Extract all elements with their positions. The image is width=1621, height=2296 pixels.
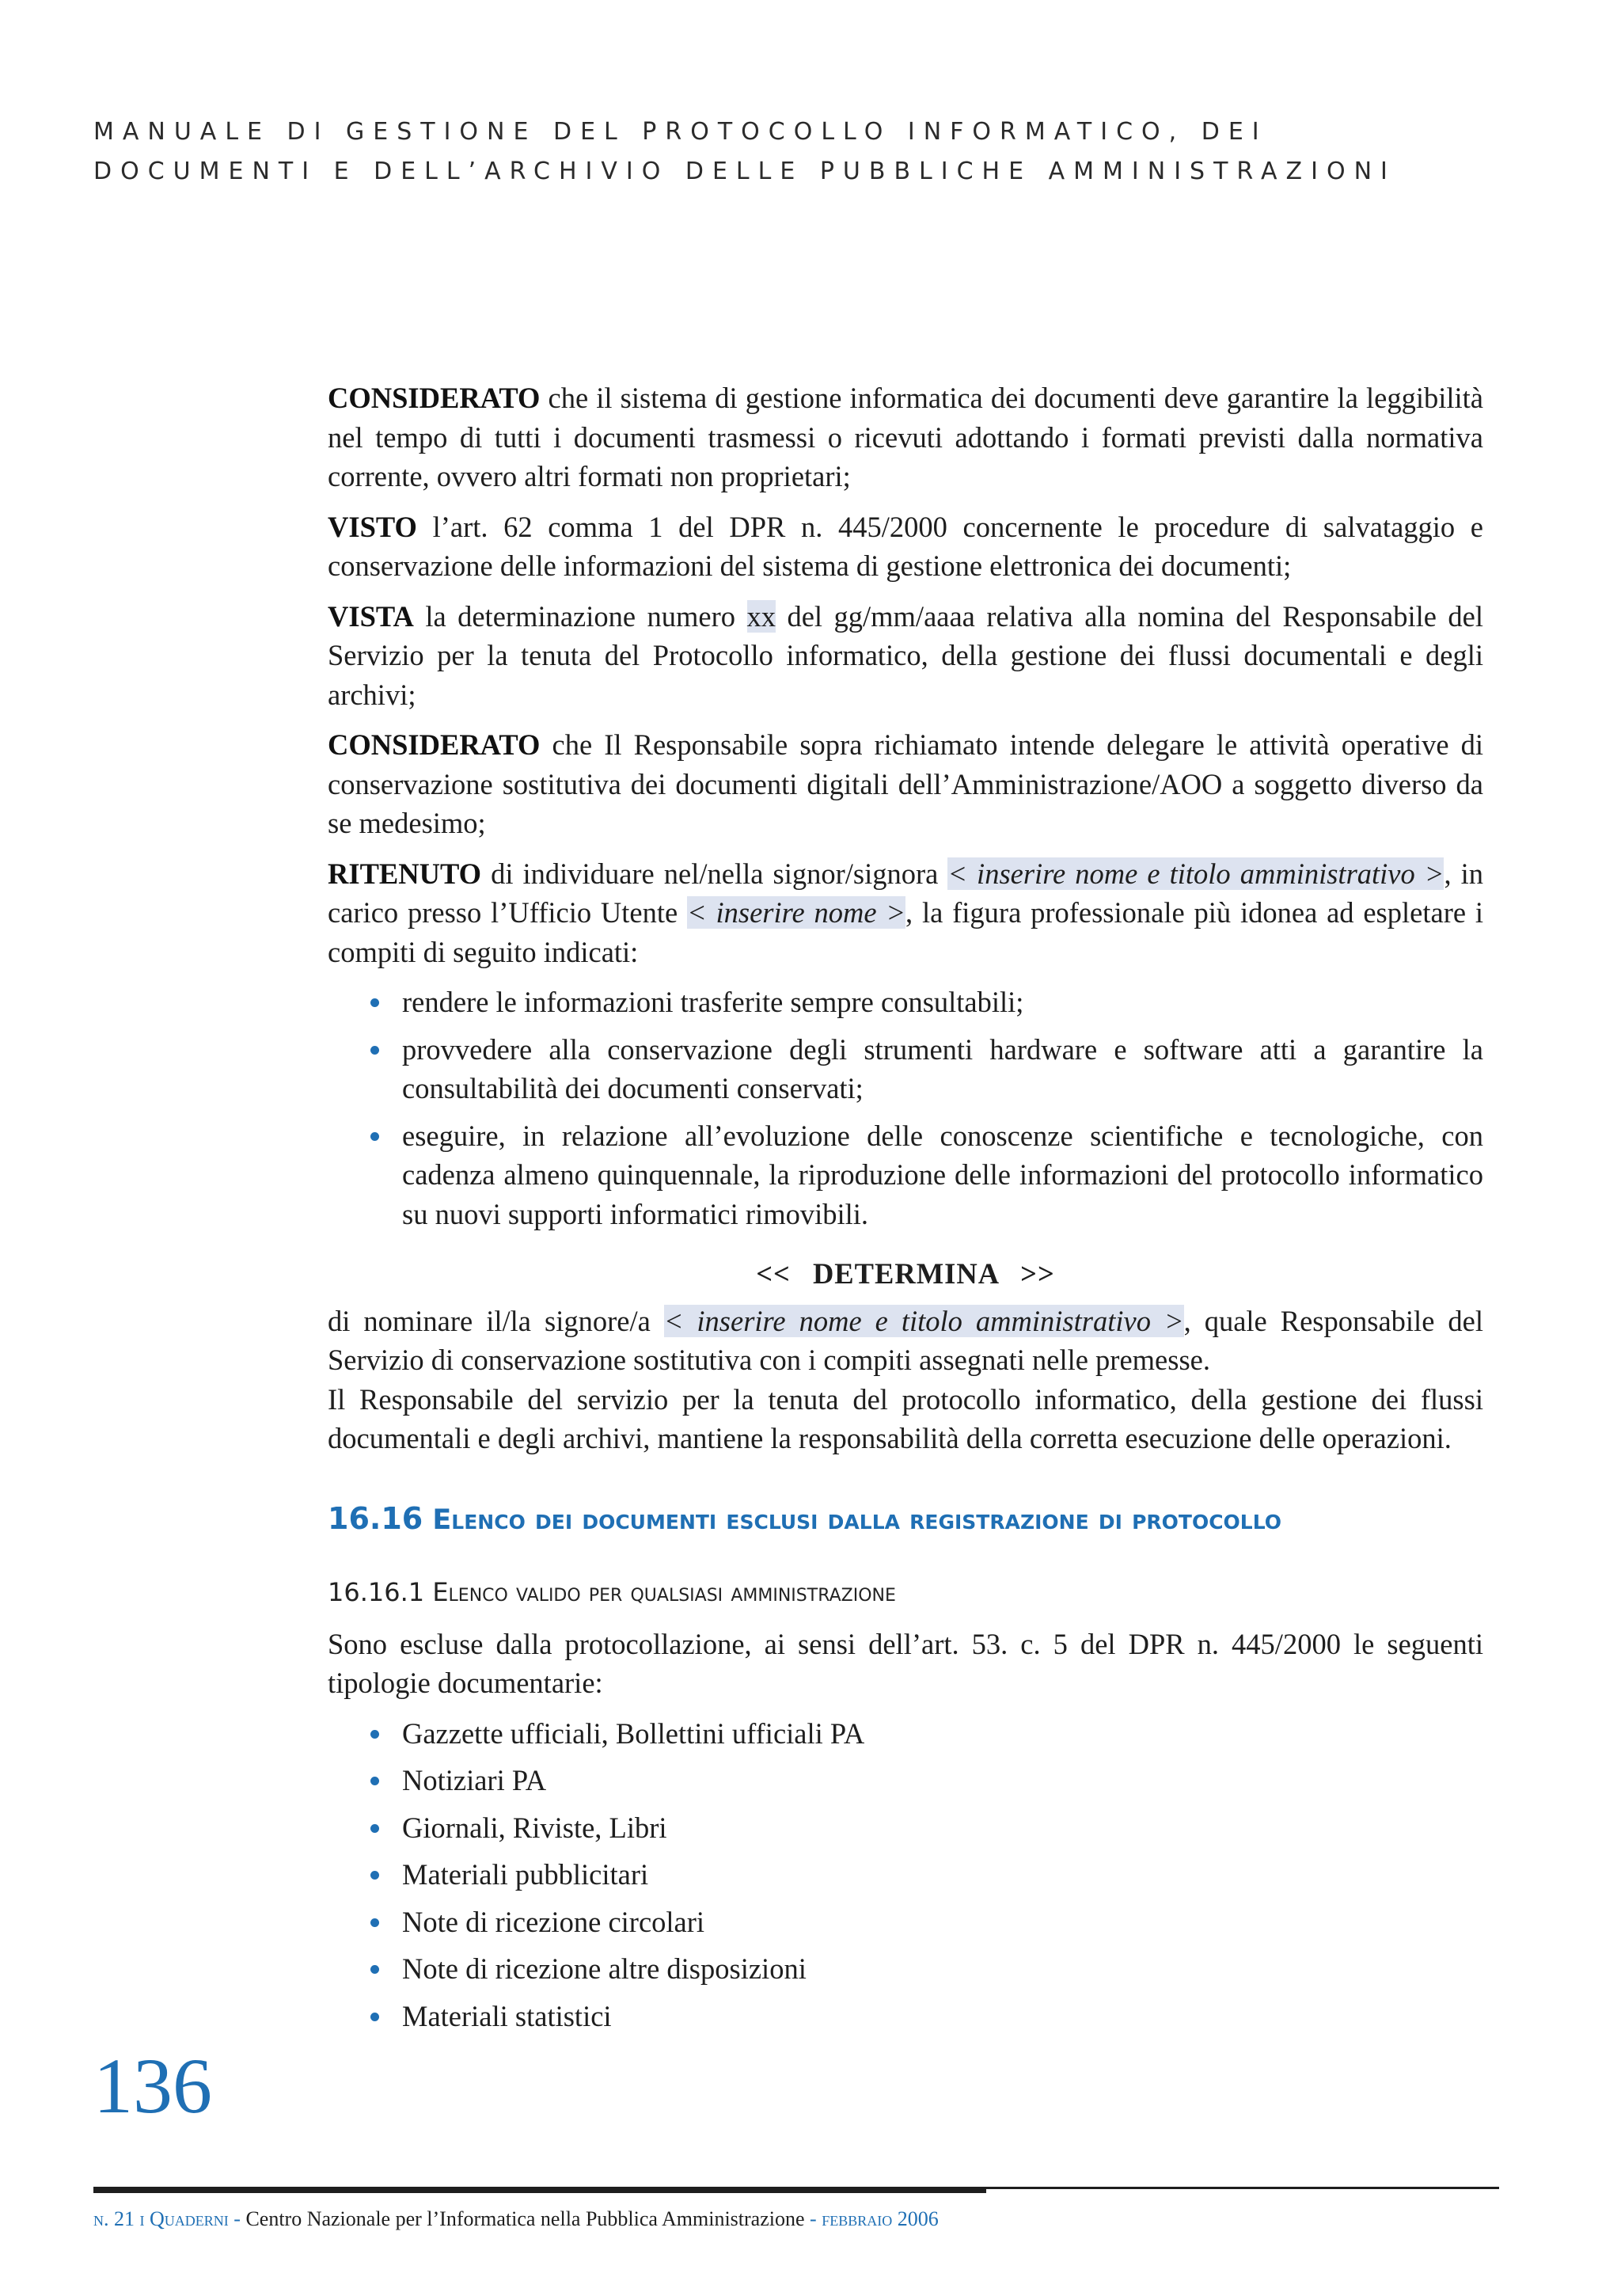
paragraph-text: del gg/mm/aaaa relativa alla nomina del Responsabile del Servizio per la tenuta del Protocollo informatico, della gestione dei flussi documentali e degli archivi; bbox=[328, 599, 1484, 711]
list-item: Materiali statistici bbox=[328, 1997, 1483, 2036]
bullet-icon bbox=[370, 1777, 379, 1785]
keyword: VISTA bbox=[328, 599, 414, 633]
footer-separator: - bbox=[804, 2207, 822, 2230]
section-title: Elenco dei documenti esclusi dalla registrazione di protocollo bbox=[432, 1503, 1282, 1536]
placeholder-text: < inserire nome > bbox=[687, 896, 906, 929]
list-item: Note di ricezione altre disposizioni bbox=[328, 1949, 1483, 1989]
paragraph-text: che Il Responsabile sopra richiamato intende delegare le attività operative di conservazione sostitutiva dei documenti digitali dell’Amministrazione/AOO a soggetto diverso da se medesimo; bbox=[328, 728, 1483, 839]
bullet-icon bbox=[370, 1132, 379, 1141]
bullet-icon bbox=[370, 1918, 379, 1927]
list-item: eseguire, in relazione all’evoluzione delle conoscenze scientifiche e tecnologiche, con cadenza almeno quinquennale, la riproduzione delle informazioni del protocollo informatico su nuovi supporti informatici rimovibili. bbox=[328, 1116, 1483, 1234]
footer bbox=[93, 2206, 939, 2233]
main-content bbox=[328, 378, 1483, 2047]
subsection-heading bbox=[328, 1574, 1483, 1610]
running-header bbox=[93, 112, 1542, 192]
list-item: Materiali pubblicitari bbox=[328, 1855, 1483, 1895]
placeholder-field[interactable] bbox=[947, 857, 1444, 890]
list-item: Gazzette ufficiali, Bollettini ufficiali PA bbox=[328, 1714, 1483, 1754]
excluded-list bbox=[328, 1714, 1483, 2036]
keyword: VISTO bbox=[328, 510, 417, 543]
list-item: Notiziari PA bbox=[328, 1761, 1483, 1800]
paragraph-text: , in carico presso l’Ufficio Utente bbox=[328, 857, 1483, 929]
list-item: Giornali, Riviste, Libri bbox=[328, 1808, 1483, 1848]
bullet-icon bbox=[370, 1730, 379, 1739]
list-item: provvedere alla conservazione degli strumenti hardware e software atti a garantire la consultabilità dei documenti conservati; bbox=[328, 1030, 1483, 1108]
section-number: 16.16 bbox=[328, 1500, 423, 1536]
paragraph-considerato-1 bbox=[328, 378, 1483, 496]
subsection-title: Elenco valido per qualsiasi amministrazione bbox=[432, 1576, 896, 1607]
bullet-icon bbox=[370, 1965, 379, 1974]
list-item: rendere le informazioni trasferite sempre consultabili; bbox=[328, 983, 1483, 1022]
paragraph-ritenuto bbox=[328, 854, 1483, 972]
footer-date: febbraio 2006 bbox=[822, 2207, 939, 2230]
bullet-icon bbox=[370, 998, 379, 1007]
footer-publisher: Centro Nazionale per l’Informatica nella Pubblica Amministrazione bbox=[245, 2207, 805, 2230]
list-item: Note di ricezione circolari bbox=[328, 1903, 1483, 1942]
placeholder-field[interactable]: xx bbox=[746, 599, 776, 633]
paragraph-responsabile: Il Responsabile del servizio per la tenuta del protocollo informatico, della gestione dei flussi documentali e degli archivi, mantiene la responsabilità della corretta esecuzione delle operazioni. bbox=[328, 1382, 1483, 1454]
keyword: CONSIDERATO bbox=[328, 382, 541, 414]
paragraph-considerato-2 bbox=[328, 725, 1483, 843]
keyword: CONSIDERATO bbox=[328, 728, 541, 761]
duties-list bbox=[328, 983, 1483, 1234]
footer-separator: - bbox=[228, 2207, 246, 2230]
bullet-icon bbox=[370, 1824, 379, 1833]
footer-issue: n. 21 i Quaderni bbox=[93, 2207, 229, 2230]
placeholder-text: < inserire nome e titolo amministrativo > bbox=[663, 1304, 1184, 1337]
paragraph-text: di nominare il/la signore/a bbox=[328, 1304, 664, 1337]
keyword: RITENUTO bbox=[328, 857, 482, 890]
bullet-icon bbox=[370, 2013, 379, 2021]
paragraph-text: l’art. 62 comma 1 del DPR n. 445/2000 concernente le procedure di salvataggio e conservazione delle informazioni del sistema di gestione elettronica dei documenti; bbox=[328, 510, 1483, 582]
placeholder-field[interactable] bbox=[687, 896, 905, 929]
determina-heading: << DETERMINA >> bbox=[756, 1257, 1055, 1290]
paragraph-text: la determinazione numero bbox=[413, 599, 747, 633]
placeholder-field[interactable] bbox=[664, 1305, 1184, 1337]
paragraph-vista bbox=[328, 597, 1483, 715]
section-heading bbox=[328, 1500, 1483, 1539]
footer-divider-accent bbox=[93, 2187, 986, 2193]
running-header-line-2: DOCUMENTI E DELL’ARCHIVIO DELLE PUBBLICHE AMMINISTRAZIONI bbox=[93, 158, 1396, 185]
subsection-number: 16.16.1 bbox=[328, 1576, 425, 1607]
placeholder-text: < inserire nome e titolo amministrativo > bbox=[947, 857, 1444, 890]
running-header-line-1: MANUALE DI GESTIONE DEL PROTOCOLLO INFORMATICO, DEI bbox=[93, 118, 1268, 146]
paragraph-text: , la figura professionale più idonea ad espletare i compiti di seguito indicati: bbox=[328, 896, 1484, 968]
paragraph-text: di individuare nel/nella signor/signora bbox=[481, 857, 948, 890]
bullet-icon bbox=[370, 1871, 379, 1880]
bullet-icon bbox=[370, 1046, 379, 1055]
paragraph-excluded-intro: Sono escluse dalla protocollazione, ai sensi dell’art. 53. c. 5 del DPR n. 445/2000 le seguenti tipologie documentarie: bbox=[328, 1627, 1483, 1699]
paragraph-visto bbox=[328, 507, 1483, 586]
paragraph-nomina bbox=[328, 1302, 1483, 1380]
paragraph-text: che il sistema di gestione informatica dei documenti deve garantire la leggibilità nel tempo di tutti i documenti trasmessi o ricevuti adottando i formati previsti dalla normativa corrente, ovvero altri formati non proprietari; bbox=[328, 382, 1483, 492]
page-number: 136 bbox=[93, 2042, 212, 2130]
paragraph-text: , quale Responsabile del Servizio di conservazione sostitutiva con i compiti assegnati nelle premesse. bbox=[328, 1304, 1483, 1376]
